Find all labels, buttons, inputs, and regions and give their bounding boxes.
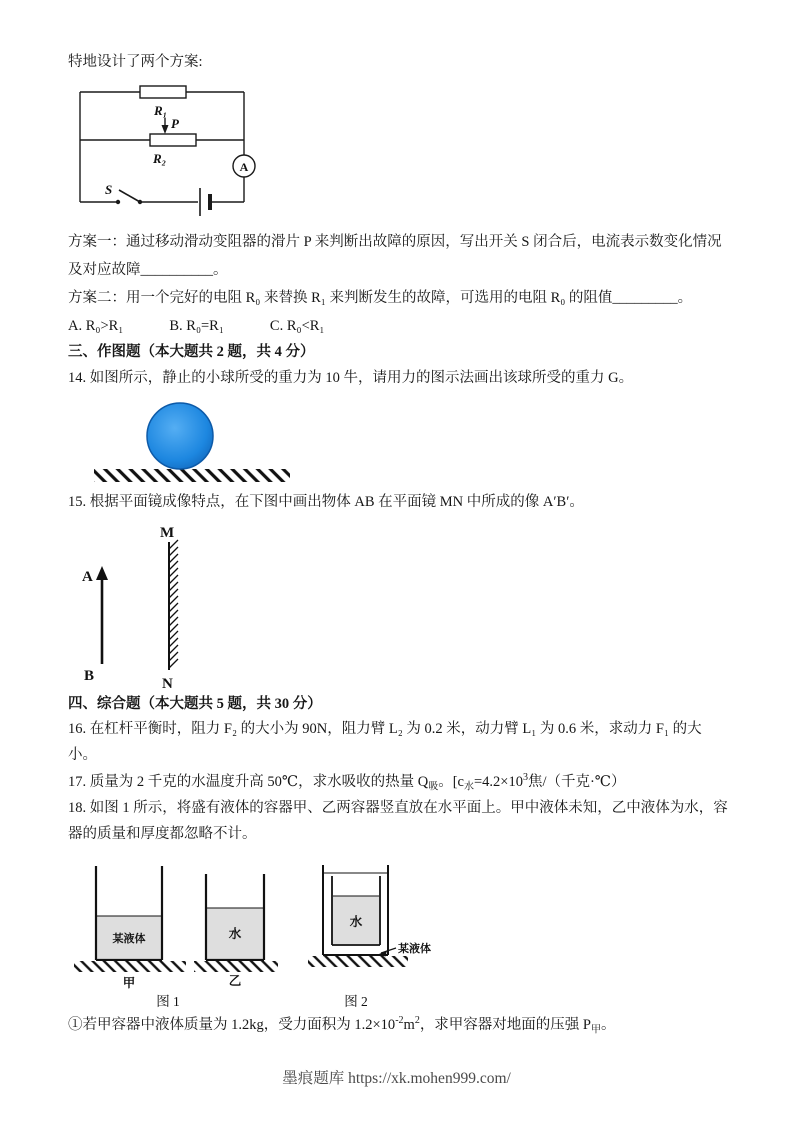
q18s1-part4: 。: [601, 1016, 616, 1033]
yi-liquid-label: 水: [228, 927, 242, 942]
option-b: B. R₀=R₁: [169, 317, 224, 334]
q17-part2: 。[c: [438, 773, 464, 790]
q18s1-exponent: -2: [395, 1015, 404, 1027]
q17-part1: 17. 质量为 2 千克的水温度升高 50℃，求水吸收的热量 Q: [68, 773, 429, 790]
q18s1-square: 2: [414, 1015, 420, 1027]
question-14: 14. 如图所示，静止的小球所受的重力为 10 牛，请用力的图示法画出该球所受的重力 G。: [68, 369, 634, 386]
q17-part3: =4.2×10: [473, 773, 523, 790]
jia-liquid-label: 某液体: [112, 933, 146, 946]
fig2-ground: [308, 956, 408, 967]
watermark-footer: [0, 1066, 793, 1088]
object-a-label: A: [82, 568, 93, 585]
r2-label: R₂: [153, 150, 167, 166]
switch-pivot-dot: [116, 200, 120, 204]
ball: [147, 403, 213, 469]
fig2-caption: 图 2: [344, 994, 368, 1010]
mirror-m-label: M: [160, 524, 175, 541]
slider-arrowhead: [162, 125, 169, 134]
q18s1-part1: ①若甲容器中液体质量为 1.2kg，受力面积为 1.2×10: [68, 1016, 396, 1033]
question13-plan1: 方案一：通过移动滑动变阻器的滑片 P 来判断出故障的原因，写出开关 S 闭合后，电流表示数变化情况及对应故障__________。: [68, 233, 722, 279]
switch-blade: [119, 190, 140, 202]
fig1-caption: 图 1: [156, 994, 180, 1010]
watermark-text: 墨痕题库 https://xk.mohen999.com/: [282, 1070, 511, 1087]
fig1-ground-right: [194, 961, 278, 972]
question-17: [68, 769, 729, 797]
containers-svg: [68, 860, 498, 1010]
fig1-ground-left: [74, 961, 186, 972]
mirror-diagram: [76, 522, 729, 692]
slider-p-label: P: [171, 115, 179, 131]
q18s1-subscript-jia: 甲: [591, 1024, 602, 1036]
question-18: 18. 如图 1 所示，将盛有液体的容器甲、乙两容器竖直放在水平面上。甲中液体未知，乙中液体为水，容器的质量和厚度都忽略不计。: [68, 800, 728, 843]
object-b-label: B: [84, 667, 95, 684]
q18s1-part3: ，求甲容器对地面的压强 P: [419, 1016, 592, 1033]
yi-caption: 乙: [228, 974, 242, 989]
jia-caption: 甲: [122, 976, 136, 991]
r1-label: R₁: [154, 102, 168, 118]
rheostat-r2-symbol: [150, 134, 196, 146]
q18s1-part2: m: [403, 1016, 415, 1033]
ball-diagram: [92, 396, 729, 488]
question-16: 16. 在杠杆平衡时，阻力 F₂ 的大小为 90N，阻力臂 L₂ 为 0.2 米，动力臂 L₁ 为 0.6 米，求动力 F₁ 的大小。: [68, 721, 702, 764]
mirror-hatching: [169, 540, 178, 668]
question13-options: [68, 313, 729, 341]
switch-s-label: S: [105, 181, 113, 197]
ammeter-label: A: [239, 159, 249, 174]
option-c: C. R₀<R₁: [269, 317, 325, 334]
q17-part4: 焦/（千克·℃）: [527, 773, 626, 790]
object-a-arrowhead: [96, 566, 108, 580]
fig2-water-label: 水: [349, 915, 363, 930]
question-15: 15. 根据平面镜成像特点，在下图中画出物体 AB 在平面镜 MN 中所成的像 A′B′。: [68, 493, 584, 510]
q17-exponent: 3: [522, 771, 528, 783]
containers-diagram: [68, 860, 729, 1010]
q17-subscript-shui: 水: [463, 781, 474, 793]
ball-svg: [92, 396, 297, 488]
question13-plan2: 方案二：用一个完好的电阻 R₀ 来替换 R₁ 来判断发生的故障，可选用的电阻 R₀ 的阻值_________。: [68, 290, 693, 307]
section3-heading: 三、作图题（本大题共 2 题，共 4 分）: [68, 344, 315, 361]
fig2-liquid-label: 某液体: [398, 943, 431, 956]
question-18-sub1: [68, 1012, 729, 1040]
resistor-r1-symbol: [140, 86, 186, 98]
mirror-n-label: N: [162, 675, 173, 692]
section4-heading: 四、综合题（本大题共 5 题，共 30 分）: [68, 695, 322, 712]
circuit-svg: [72, 82, 277, 222]
ground-hatching: [94, 469, 290, 482]
circuit-diagram: [72, 82, 729, 222]
intro-text: 特地设计了两个方案:: [68, 54, 203, 70]
option-a: A. R₀>R₁: [68, 317, 124, 334]
mirror-svg: [76, 522, 206, 692]
q17-subscript-xi: 吸: [428, 781, 439, 793]
